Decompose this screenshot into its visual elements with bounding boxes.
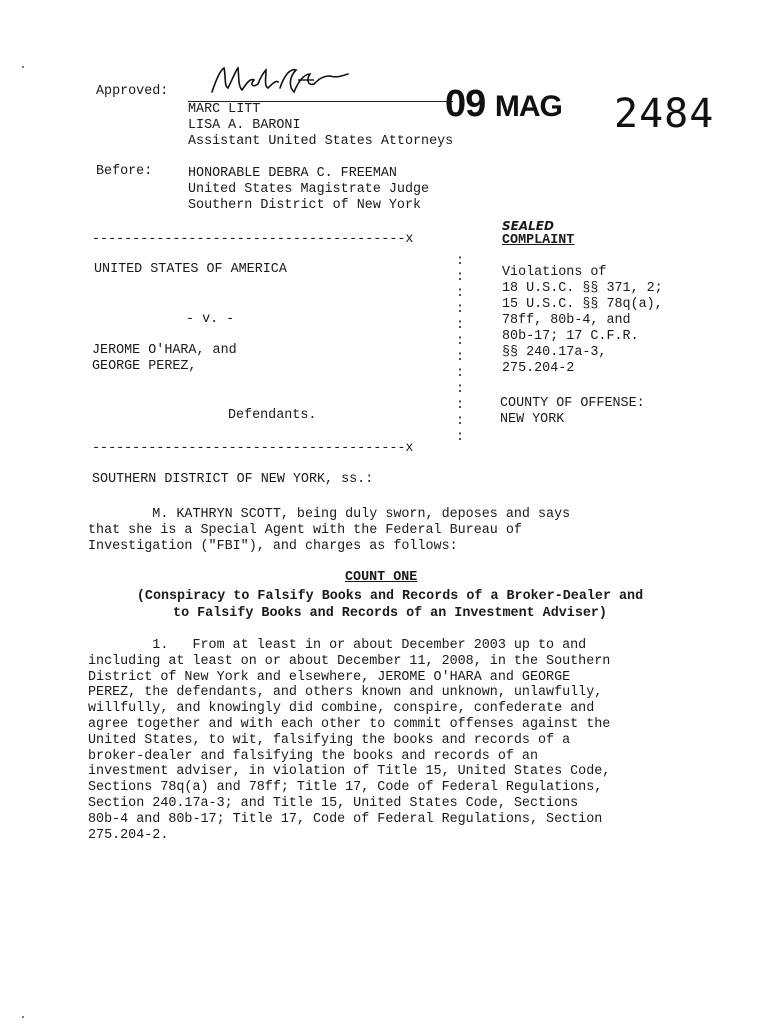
plaintiff-name: UNITED STATES OF AMERICA — [94, 262, 287, 277]
colon: : — [456, 430, 465, 445]
county-value: NEW YORK — [500, 412, 565, 427]
text-line: M. KATHRYN SCOTT, being duly sworn, deposes and says — [88, 507, 571, 522]
caption-colon-column — [456, 254, 466, 446]
colon: : — [456, 286, 465, 301]
district-line: SOUTHERN DISTRICT OF NEW YORK, ss.: — [92, 472, 374, 487]
judge-title: United States Magistrate Judge — [188, 182, 430, 197]
violation-line: §§ 240.17a-3, — [502, 345, 607, 360]
colon: : — [456, 382, 465, 397]
case-number: 2484 — [614, 91, 715, 137]
count-description-line: to Falsify Books and Records of an Investment Adviser) — [173, 606, 607, 621]
versus-label: - v. - — [186, 312, 235, 327]
case-stamp — [445, 82, 562, 129]
text-line: investment adviser, in violation of Title 15, United States Code, — [88, 764, 611, 780]
judge-name: HONORABLE DEBRA C. FREEMAN — [188, 166, 397, 181]
scan-speck — [22, 1016, 24, 1018]
text-line: broker-dealer and falsifying the books and records of an — [88, 748, 538, 764]
caption-top-divider: ---------------------------------------x — [92, 232, 414, 247]
text-line: agree together and with each other to commit offenses against the — [88, 716, 611, 732]
colon: : — [456, 366, 465, 381]
case-stamp-mag: MAG — [494, 90, 562, 123]
count-description — [90, 588, 690, 622]
violation-line: 15 U.S.C. §§ 78q(a), — [502, 297, 663, 312]
approved-label: Approved: — [96, 84, 169, 99]
colon: : — [456, 302, 465, 317]
violation-line: 80b-17; 17 C.F.R. — [502, 329, 639, 344]
complaint-heading: COMPLAINT — [502, 233, 575, 248]
text-line: Sections 78q(a) and 78ff; Title 17, Code of Federal Regulations, — [88, 780, 603, 796]
violation-line: 18 U.S.C. §§ 371, 2; — [502, 281, 663, 296]
colon: : — [456, 350, 465, 365]
colon: : — [456, 414, 465, 429]
colon: : — [456, 398, 465, 413]
sealed-handwritten-note: SEALED — [502, 219, 554, 233]
text-line: including at least on or about December 11, 2008, in the Southern — [88, 653, 611, 669]
violation-line: Violations of — [502, 265, 607, 280]
attorney-name: LISA A. BARONI — [188, 118, 301, 133]
scan-speck — [22, 66, 24, 68]
defendant-name: JEROME O'HARA, and — [92, 343, 237, 358]
county-label: COUNTY OF OFFENSE: — [500, 396, 645, 411]
count-title: COUNT ONE — [345, 570, 418, 585]
text-line: 80b-4 and 80b-17; Title 17, Code of Federal Regulations, Section — [88, 811, 603, 827]
attorney-title: Assistant United States Attorneys — [188, 134, 454, 149]
count-description-line: (Conspiracy to Falsify Books and Records of a Broker-Dealer and — [136, 589, 644, 604]
case-stamp-prefix: 09 — [445, 83, 486, 125]
judge-district: Southern District of New York — [188, 198, 422, 213]
colon: : — [456, 254, 465, 269]
paragraph-1 — [88, 638, 688, 843]
defendants-label: Defendants. — [228, 408, 317, 423]
text-line: 275.204-2. — [88, 827, 169, 843]
attorney-name: MARC LITT — [188, 102, 261, 117]
text-line: Investigation ("FBI"), and charges as follows: — [88, 538, 458, 554]
caption-bottom-divider: ---------------------------------------x — [92, 441, 414, 456]
text-line: District of New York and elsewhere, JEROME O'HARA and GEORGE — [88, 669, 571, 685]
violation-line: 275.204-2 — [502, 361, 575, 376]
colon: : — [456, 318, 465, 333]
text-line: PEREZ, the defendants, and others known and unknown, unlawfully, — [88, 685, 603, 701]
violation-line: 78ff, 80b-4, and — [502, 313, 631, 328]
text-line: 1. From at least in or about December 2003 up to and — [88, 638, 587, 653]
defendant-name: GEORGE PEREZ, — [92, 359, 197, 374]
text-line: that she is a Special Agent with the Federal Bureau of — [88, 522, 522, 538]
intro-paragraph — [88, 507, 688, 554]
before-label: Before: — [96, 164, 153, 179]
colon: : — [456, 270, 465, 285]
signature-image — [206, 62, 356, 104]
text-line: Section 240.17a-3; and Title 15, United States Code, Sections — [88, 795, 579, 811]
text-line: willfully, and knowingly did combine, conspire, confederate and — [88, 701, 595, 717]
text-line: United States, to wit, falsifying the books and records of a — [88, 732, 571, 748]
colon: : — [456, 334, 465, 349]
